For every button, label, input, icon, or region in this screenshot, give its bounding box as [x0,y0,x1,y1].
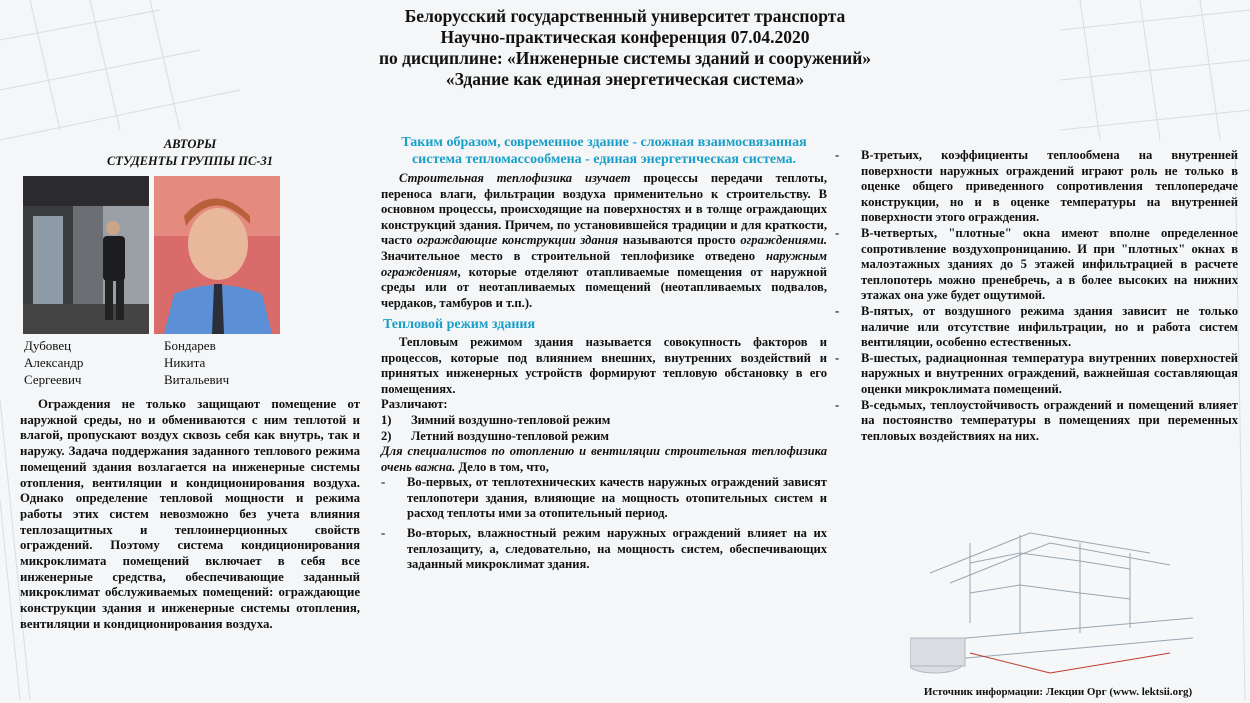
header-conference: Научно-практическая конференция 07.04.2020 [440,27,810,47]
dash-text: Во-вторых, влажностный режим наружных ограждений влияет на их теплозащиту, а, следовательно, на мощность систем, обеспечивающих заданный микроклимат здания. [407,526,827,572]
header-university: Белорусский государственный университет транспорта [404,6,846,26]
author-2-name [164,337,304,388]
dash-text: В-четвертых, "плотные" окна имеют вполне определенное сопротивление воздухопроницанию. И при "плотных" окнах в малоэтажных зданиях до 5 этажей инфильтрацией в расчете теплопотерь можно пренебречь, а в более высоких на нижних этажах она уже будет ощутимой. [861,225,1238,303]
dash-mark: - [381,526,386,541]
authors-title: АВТОРЫ [163,137,217,151]
middle-column [381,134,827,573]
thermophysics-term: Строительная теплофизика изучает [399,171,631,185]
list-item [381,413,827,429]
list-text: Зимний воздушно-тепловой режим [411,412,611,427]
author-1-surname: Дубовец [24,338,72,353]
list-number: 1) [381,412,392,427]
list-item [835,304,1238,351]
author-1-patronymic: Сергеевич [24,372,82,387]
dash-text: В-пятых, от воздушного режима здания зависит не только наличие или отсутствие инфильтрации, но и работа систем вентиляции, особенно естественных. [861,303,1238,350]
page-header [0,6,1250,90]
list-item [835,398,1238,445]
p1-part-c: Значительное место в строительной теплофизике отведено [381,248,766,263]
dash-mark: - [835,225,840,240]
author-2-firstname: Никита [164,355,206,370]
thermophysics-paragraph [381,171,827,311]
summary-title: Таким образом, современное здание - сложная взаимосвязанная система тепломассообмена - единая энергетическая система. [401,135,807,167]
author-photo-2 [154,176,280,334]
right-column [835,148,1238,444]
dash-mark: - [835,148,840,162]
authors-heading [20,136,360,170]
thermal-mode-heading: Тепловой режим здания [383,317,536,333]
author-1-name [24,337,164,388]
author-2-surname: Бондарев [164,338,216,353]
p1-term-2: ограждающие конструкции здания [416,233,619,248]
dash-text: В-третьих, коэффициенты теплообмена на внутренней поверхности наружных ограждений играют роль не только в оценке общего приведенного сопротивления теплопередаче конструкции, но и в оценке температуры на внутренней поверхности этого ограждения. [861,148,1238,225]
dash-mark: - [835,397,840,412]
thermal-mode-paragraph: Тепловым режимом здания называется совокупность факторов и процессов, которые под влиянием внешних, внутренних воздействий и принятых инженерных устройств формируют тепловую обстановку в его помещениях. [381,334,827,396]
specialists-text: Дело в том, что, [455,459,549,474]
p1-term-3: ограждениями. [740,233,827,248]
dash-mark: - [835,350,840,365]
list-item [835,226,1238,304]
source-caption: Источник информации: Лекции Орг (www. lektsii.org) [923,686,1193,698]
left-body-text: Ограждения не только защищают помещение от наружной среды, но и обмениваются с ним теплотой и влагой, пропускают воздух сквозь себя как внутрь, так и наружу. Задача поддержания заданного теплового режима помещений здания возлагается на инженерные системы отопления, вентиляции и кондиционирования воздуха. Однако определение тепловой мощности и режима работы этих систем невозможно без учета влияния теплозащитных и теплоинерционных свойств ограждений. Поэтому система кондиционирования микроклимата помещений включает в себя все инженерные средства, обеспечивающие заданный микроклимат обслуживаемых помещений: ограждающие конструкции здания и инженерные системы отопления, вентиляции и кондиционирования воздуха. [20,397,360,631]
list-item [835,148,1238,226]
list-item [381,526,827,573]
author-1-firstname: Александр [24,355,84,370]
list-item [381,429,827,445]
list-number: 2) [381,428,392,443]
authors-group: СТУДЕНТЫ ГРУППЫ ПС-31 [106,154,274,168]
specialists-paragraph [381,444,827,475]
list-item [381,475,827,522]
substation-illustration [910,513,1193,684]
specialists-emphasis: Для специалистов по отоплению и вентиляции строительная теплофизика очень важна. [381,444,827,474]
header-discipline: по дисциплине: «Инженерные системы зданий и сооружений» [378,48,872,68]
dash-text: В-шестых, радиационная температура внутренних поверхностей наружных и внутренних ограждений, важнейшая составляющая оценки микроклимата помещений. [861,350,1238,396]
author-2-patronymic: Витальевич [164,372,230,387]
left-column [20,136,360,633]
distinguish-label: Различают: [381,397,448,412]
dash-mark: - [835,303,840,318]
p1-part-a: процессы передачи теплоты, переноса влаги, фильтрации воздуха применительно к строительству. В основном процессы, происходящие на поверхностях и в толще ограждающих конструкций здания. Причем, по установившейся традиции и для краткости, часто [381,171,827,248]
author-photo-1 [23,176,149,334]
author-names [24,337,360,388]
dash-mark: - [381,475,386,490]
p1-part-b: называются просто [618,233,741,248]
list-text: Летний воздушно-тепловой режим [411,428,609,443]
dash-text: Во-первых, от теплотехнических качеств наружных ограждений зависят теплопотери здания, влияющие на мощность отопительных систем и расход теплоты ими за отопительный период. [407,475,827,521]
p1-term-4: наружным ограждениям [381,248,827,279]
p1-part-d: , которые отделяют отапливаемые помещения от наружной среды или от неотапливаемых помещений (неотапливаемых подвалов, чердаков, тамбуров и т.п.). [381,264,827,310]
dash-text: В-седьмых, теплоустойчивость ограждений и помещений влияет на постоянство температуры в помещениях при переменных тепловых воздействиях на них. [861,397,1238,443]
author-photos [23,176,360,334]
list-item [835,351,1238,398]
header-topic: «Здание как единая энергетическая система» [445,69,805,89]
